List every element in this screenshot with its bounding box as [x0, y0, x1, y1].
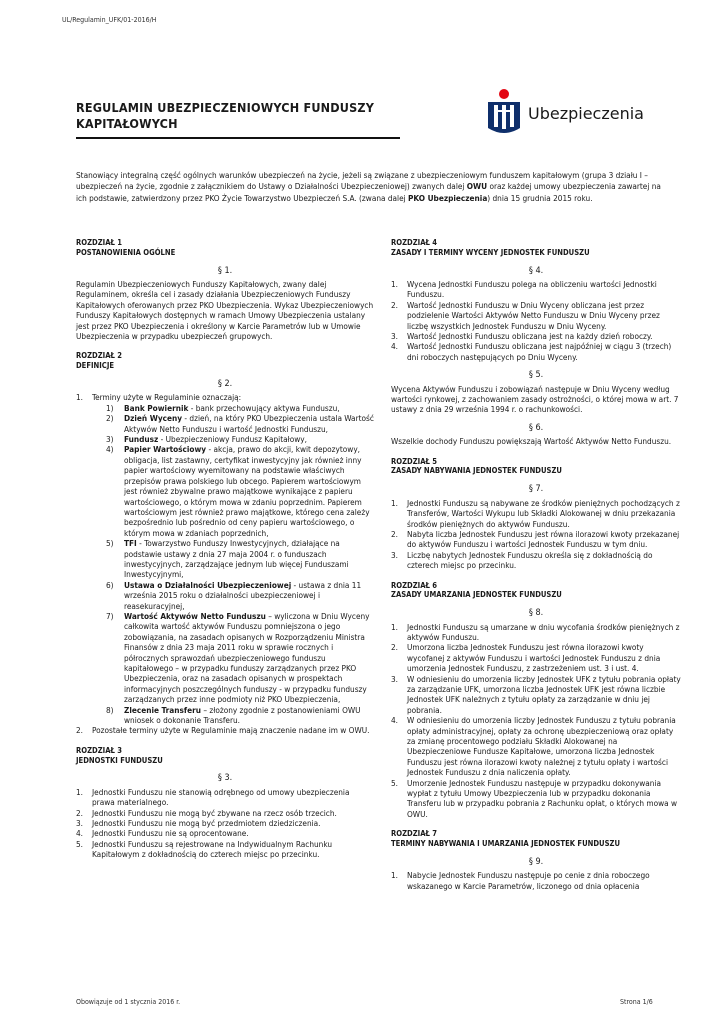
list-item: 1. Nabycie Jednostek Funduszu następuje po cenie z dnia roboczego wskazanego w Karcie Parametrów, liczonego od dnia opłacenia [391, 870, 650, 891]
definition-item: 7) Wartość Aktywów Netto Funduszu – wyliczona w Dniu Wyceny całkowita wartość aktywów Funduszu pomniejszona o jego zobowiązania, na zasadach opisanych w Rozporządzeniu Ministra Finansów z dnia 23 maja 2011 roku w sprawie rocznych i półrocznych sprawozdań ubezpieczeniowego funduszu kapitałowego – w przypadku funduszy zarządzanych przez PKO Ubezpieczenia, oraz na zasadach opisanych w prospektach informacyjnych poszczególnych funduszy - w przypadku funduszy zarządzanych przez inne podmioty niż PKO Ubezpieczenia, [106, 610, 370, 705]
section-9-heading: § 9. [528, 856, 544, 867]
section-9-list [391, 870, 681, 891]
definition-item: 6) Ustawa o Działalności Ubezpieczeniowej - ustawa z dnia 11 września 2015 roku o działalności ubezpieczeniowej i reasekuracyjnej, [106, 579, 362, 611]
section-7-list [391, 498, 681, 571]
section-8-heading: § 8. [528, 608, 544, 619]
chapter-1-heading: ROZDZIAŁ 1 POSTANOWIENIA OGÓLNE [76, 238, 176, 257]
list-item: 4. Wartość Jednostki Funduszu obliczana jest najpóźniej w ciągu 3 (trzech) dni roboczych następujących po Dniu Wyceny. [391, 341, 672, 362]
section-6-heading: § 6. [528, 422, 544, 433]
definition-item: 5) TFI - Towarzystwo Funduszy Inwestycyjnych, działające na podstawie ustawy z dnia 27 maja 2004 r. o funduszach inwestycyjnych, zarządzające jednym lub więcej Funduszami Inwestycyjnymi, [106, 538, 349, 580]
list-item: 3. Wartość Jednostki Funduszu obliczana jest na każdy dzień roboczy. [391, 331, 653, 342]
list-item: 3. Jednostki Funduszu nie mogą być przedmiotem dziedziczenia. [76, 818, 321, 829]
section-3-list [76, 787, 374, 860]
pko-emblem-icon [486, 88, 522, 138]
chapter-6-heading: ROZDZIAŁ 6 ZASADY UMARZANIA JEDNOSTEK FUNDUSZU [391, 580, 562, 600]
list-item: 4. Jednostki Funduszu nie są oprocentowane. [76, 828, 249, 839]
section-3-heading: § 3. [217, 773, 233, 784]
document-title: REGULAMIN UBEZPIECZENIOWYCH FUNDUSZY KAPITAŁOWYCH [76, 100, 375, 131]
definitions-list [106, 403, 374, 726]
section-5-heading: § 5. [528, 370, 544, 381]
footer-page-number: Strona 1/6 [620, 998, 653, 1006]
intro-paragraph: Stanowiący integralną część ogólnych warunków ubezpieczeń na życie, jeżeli są związane z ubezpieczeniowym funduszem kapitałowym (grupa 3 działu I – ubezpieczeń na życie, zgodnie z załącznikiem do Ustawy o Działalności Ubezpieczeniowej) zwanych dalej OWU oraz każdej umowy ubezpieczenia zawartej na ich podstawie, zatwierdzony przez PKO Życie Towarzystwo Ubezpieczeń S.A. (zwana dalej PKO Ubezpieczenia) dnia 15 grudnia 2015 roku. [76, 170, 661, 203]
definition-item: 3) Fundusz - Ubezpieczeniowy Fundusz Kapitałowy, [106, 434, 307, 445]
list-item: 2. Wartość Jednostki Funduszu w Dniu Wyceny obliczana jest przez podzielenie Wartości Aktywów Netto Funduszu w Dniu Wyceny przez liczbę wszystkich Jednostek Funduszu w Dniu Wyceny. [391, 299, 660, 331]
section-4-heading: § 4. [528, 265, 544, 276]
list-item: 1. Jednostki Funduszu nie stanowią odrębnego od umowy ubezpieczenia prawa materialnego. [76, 786, 350, 808]
list-item: 2. Pozostałe terminy użyte w Regulaminie mają znaczenie nadane im w OWU. [76, 725, 370, 736]
section-4-list [391, 279, 681, 362]
list-item: 2. Nabyta liczba Jednostek Funduszu jest równa ilorazowi kwoty przekazanej do aktywów Funduszu i wartości Jednostek Funduszu w tym dniu. [391, 528, 680, 550]
list-item: 5. Umorzenie Jednostek Funduszu następuje w przypadku dokonywania wypłat z tytułu Umowy Ubezpieczenia lub w przypadku dokonania Transferu lub w przypadku pobrania z Rachunku opłat, o których mowa w OWU. [391, 777, 677, 819]
section-1-text: Regulamin Ubezpieczeniowych Funduszy Kapitałowych, zwany dalej Regulaminem, określa cel i zasady działania Ubezpieczeniowych Funduszy Kapitałowych oferowanych przez PKO Ubezpieczenia. Wykaz Ubezpieczeniowych Funduszy Kapitałowych dostępnych w ramach Umowy Ubezpieczenia ustalany jest przez PKO Ubezpieczenia i określony w Karcie Parametrów lub w Umowie Ubezpieczenia w przypadku ubezpieczeń grupowych. [76, 279, 374, 342]
list-item: 1. Wycena Jednostki Funduszu polega na obliczeniu wartości Jednostki Funduszu. [391, 279, 657, 300]
chapter-3-heading: ROZDZIAŁ 3 JEDNOSTKI FUNDUSZU [76, 745, 163, 765]
chapter-7-heading: ROZDZIAŁ 7 TERMINY NABYWANIA I UMARZANIA JEDNOSTEK FUNDUSZU [391, 829, 620, 849]
definition-item: 8) Zlecenie Transferu – złożony zgodnie z postanowieniami OWU wniosek o dokonanie Transferu. [106, 704, 361, 726]
list-item: 3. Liczbę nabytych Jednostek Funduszu określa się z dokładnością do czterech miejsc po przecinku. [391, 549, 653, 571]
footer-effective-date: Obowiązuje od 1 stycznia 2016 r. [76, 998, 181, 1006]
list-item: 2. Umorzona liczba Jednostek Funduszu jest równa ilorazowi kwoty wycofanej z aktywów Funduszu i wartości Jednostek Funduszu z dnia umorzenia Jednostek Funduszu, z zastrzeżeniem ust. 3 i ust. 4. [391, 642, 661, 674]
chapter-2-heading: ROZDZIAŁ 2 DEFINICJE [76, 351, 122, 371]
left-column [76, 238, 374, 860]
list-item: 4. W odniesieniu do umorzenia liczby Jednostek Funduszu z tytułu pobrania opłaty administracyjnej, opłaty za ochronę ubezpieczeniową oraz opłaty za zmianę procentowego podziału Składki Alokowanej na Ubezpieczeniowe Fundusze Kapitałowe, umorzona liczba Jednostek Funduszu jest równa ilorazowi kwoty należnej z tytułu opłaty i wartości Jednostek Funduszu z dnia naliczenia opłaty. [391, 715, 676, 778]
right-column [391, 238, 681, 891]
logo-wordmark: Ubezpieczenia [528, 104, 644, 123]
chapter-4-heading: ROZDZIAŁ 4 ZASADY I TERMINY WYCENY JEDNOSTEK FUNDUSZU [391, 238, 590, 257]
definition-item: 1) Bank Powiernik - bank przechowujący aktywa Funduszu, [106, 402, 340, 413]
list-item: 2. Jednostki Funduszu nie mogą być zbywane na rzecz osób trzecich. [76, 807, 337, 818]
list-item: 3. W odniesieniu do umorzenia liczby Jednostek UFK z tytułu pobrania opłaty za zarządzanie UFK, umorzona liczba Jednostek UFK jest równa liczbie Jednostek UFK należnych z tytułu opłaty za zarządzanie w dniu jej pobrania. [391, 673, 681, 715]
section-2-list [76, 392, 374, 735]
list-item: 1. Jednostki Funduszu są nabywane ze środków pieniężnych pochodzących z Transferów, Wartości Wykupu lub Składki Alokowanej w dniu przekazania środków pieniężnych do aktywów Funduszu. [391, 497, 680, 529]
chapter-5-heading: ROZDZIAŁ 5 ZASADY NABYWANIA JEDNOSTEK FUNDUSZU [391, 456, 562, 476]
list-item: 1. Jednostki Funduszu są umarzane w dniu wycofania środków pieniężnych z aktywów Funduszu. [391, 621, 680, 642]
section-5-text: Wycena Aktywów Funduszu i zobowiązań następuje w Dniu Wyceny według wartości rynkowej, z zachowaniem zasady ostrożności, o której mowa w art. 7 ustawy z dnia 29 września 1994 r. o rachunkowości. [391, 383, 679, 415]
definition-item: 2) Dzień Wyceny - dzień, na który PKO Ubezpieczenia ustala Wartość Aktywów Netto Funduszu i wartość Jednostki Funduszu, [106, 413, 374, 434]
list-item: 1. Terminy użyte w Regulaminie oznaczają: 1) Bank Powiernik - bank przechowujący aktywa Funduszu, 2) Dzień Wyceny - dzień, na który PKO Ubezpieczenia ustala Wartość Aktywów Netto Funduszu i wartość Jednostki Funduszu, 3) Fundusz - Ubezpieczeniowy Fundusz Kapitałowy, 4) Papier Wartościowy - akcja, prawo do akcji, kwit depozytowy, obligacja, list zastawny, certyfikat inwestycyjny jak również inny papier wartościowy wyemitowany na podstawie właściwych przepisów prawa polskiego lub obcego. Papierem wartościowym jest również zbywalne prawo majątkowe wynikające z papieru wartościowego, o którym mowa w zdaniu poprzednim. Papierem wartościowym jest również prawo majątkowe, którego cena zależy bezpośrednio lub pośrednio od ceny papieru wartościowego, o którym mowa w zdaniach poprzednich, 5) TFI - Towarzystwo Funduszy Inwestycyjnych, działające na podstawie ustawy z dnia 27 maja 2004 r. o funduszach inwestycyjnych, zarządzające jednym lub więcej Funduszami Inwestycyjnymi, 6) Ustawa o Działalności Ubezpieczeniowej - ustawa z dnia 11 września 2015 roku o działalności ubezpieczeniowej i reasekuracyjnej, 7) Wartość Aktywów Netto Funduszu – wyliczona w Dniu Wyceny całkowita wartość aktywów Funduszu pomniejszona o jego zobowiązania, na zasadach opisanych w Rozporządzeniu Ministra Finansów z dnia 23 maja 2011 roku w sprawie rocznych i półrocznych sprawozdań ubezpieczeniowego funduszu kapitałowego – w przypadku funduszy zarządzanych przez PKO Ubezpieczenia, oraz na zasadach opisanych w prospektach informacyjnych poszczególnych funduszy - w przypadku funduszy zarządzanych przez inne podmioty niż PKO Ubezpieczenia, 8) Zlecenie Transferu – złożony zgodnie z postanowieniami OWU wniosek o dokonanie Transferu. [76, 392, 374, 726]
section-8-list [391, 622, 681, 820]
definition-item: 4) Papier Wartościowy - akcja, prawo do akcji, kwit depozytowy, obligacja, list zastawny, certyfikat inwestycyjny jak również inny papier wartościowy wyemitowany na podstawie właściwych przepisów prawa polskiego lub obcego. Papierem wartościowym jest również zbywalne prawo majątkowe wynikające z papieru wartościowego, o którym mowa w zdaniu poprzednim. Papierem wartościowym jest również prawo majątkowe, którego cena zależy bezpośrednio lub pośrednio od ceny papieru wartościowego, o którym mowa w zdaniach poprzednich, [106, 444, 370, 538]
section-2-heading: § 2. [217, 379, 233, 390]
document-code: UL/Regulamin_UFK/01-2016/H [62, 16, 157, 24]
section-6-text: Wszelkie dochody Funduszu powiększają Wartość Aktywów Netto Funduszu. [391, 436, 672, 447]
section-7-heading: § 7. [528, 484, 544, 495]
pko-logo [486, 88, 656, 138]
list-item: 5. Jednostki Funduszu są rejestrowane na Indywidualnym Rachunku Kapitałowym z dokładnością do czterech miejsc po przecinku. [76, 838, 333, 860]
section-1-heading: § 1. [217, 265, 233, 276]
title-divider [76, 137, 400, 139]
